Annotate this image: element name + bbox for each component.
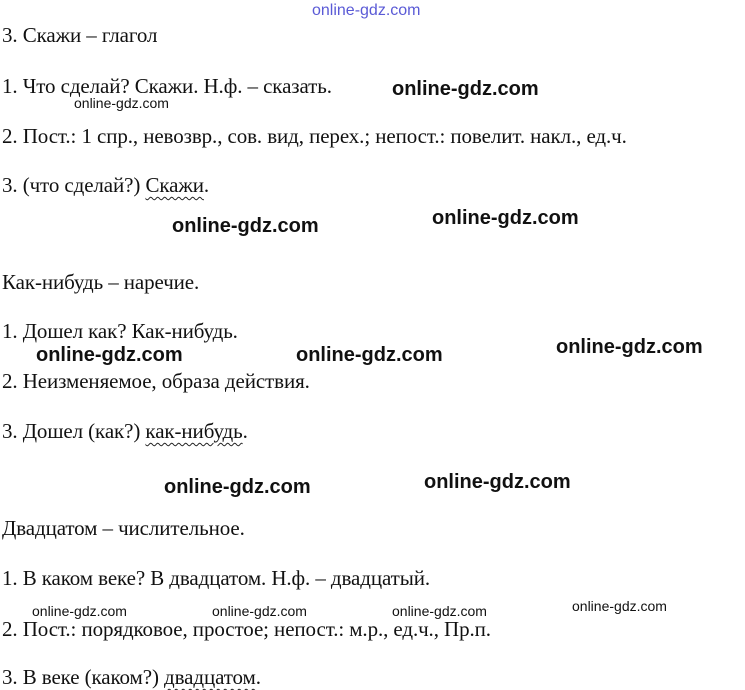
section3-underlined-word: двадцатом	[164, 665, 256, 689]
section3-heading: Двадцатом – числительное.	[2, 516, 245, 540]
watermark: online-gdz.com	[164, 476, 311, 498]
watermark: online-gdz.com	[572, 598, 667, 614]
section3-line2: 2. Пост.: порядковое, простое; непост.: м.р., ед.ч., Пр.п.	[2, 617, 491, 641]
watermark: online-gdz.com	[212, 603, 307, 619]
section2-line3-prefix: 3. Дошел (как?)	[2, 419, 146, 443]
section3-line3-suffix: .	[255, 665, 261, 689]
section1-line2: 2. Пост.: 1 спр., невозвр., сов. вид, перех.; непост.: повелит. накл., ед.ч.	[2, 124, 627, 148]
section2-line2: 2. Неизменяемое, образа действия.	[2, 369, 310, 393]
section2-line3	[2, 418, 248, 444]
section3-line1: 1. В каком веке? В двадцатом. Н.ф. – двадцатый.	[2, 566, 431, 590]
watermark: online-gdz.com	[432, 207, 579, 229]
section3-line3	[2, 664, 261, 690]
section1-line3	[2, 172, 209, 198]
watermark-top: online-gdz.com	[312, 2, 421, 19]
section2-line3-suffix: .	[242, 419, 248, 443]
watermark: online-gdz.com	[172, 215, 319, 237]
watermark: online-gdz.com	[32, 603, 127, 619]
watermark: online-gdz.com	[556, 336, 703, 358]
watermark: online-gdz.com	[36, 344, 183, 366]
section2-underlined-word: как-нибудь	[145, 419, 243, 443]
section1-underlined-word: Скажи	[145, 173, 204, 197]
section1-heading: 3. Скажи – глагол	[2, 23, 158, 47]
section2-line1: 1. Дошел как? Как-нибудь.	[2, 319, 238, 343]
watermark: online-gdz.com	[392, 78, 539, 100]
section3-line3-prefix: 3. В веке (каком?)	[2, 665, 165, 689]
watermark: online-gdz.com	[296, 344, 443, 366]
watermark: online-gdz.com	[392, 603, 487, 619]
section2-heading: Как-нибудь – наречие.	[2, 270, 200, 294]
section1-line1: 1. Что сделай? Скажи. Н.ф. – сказать.	[2, 74, 332, 98]
section1-line3-suffix: .	[203, 173, 210, 197]
watermark: online-gdz.com	[74, 95, 169, 111]
section1-line3-prefix: 3. (что сделай?)	[2, 173, 146, 197]
watermark: online-gdz.com	[424, 471, 571, 493]
